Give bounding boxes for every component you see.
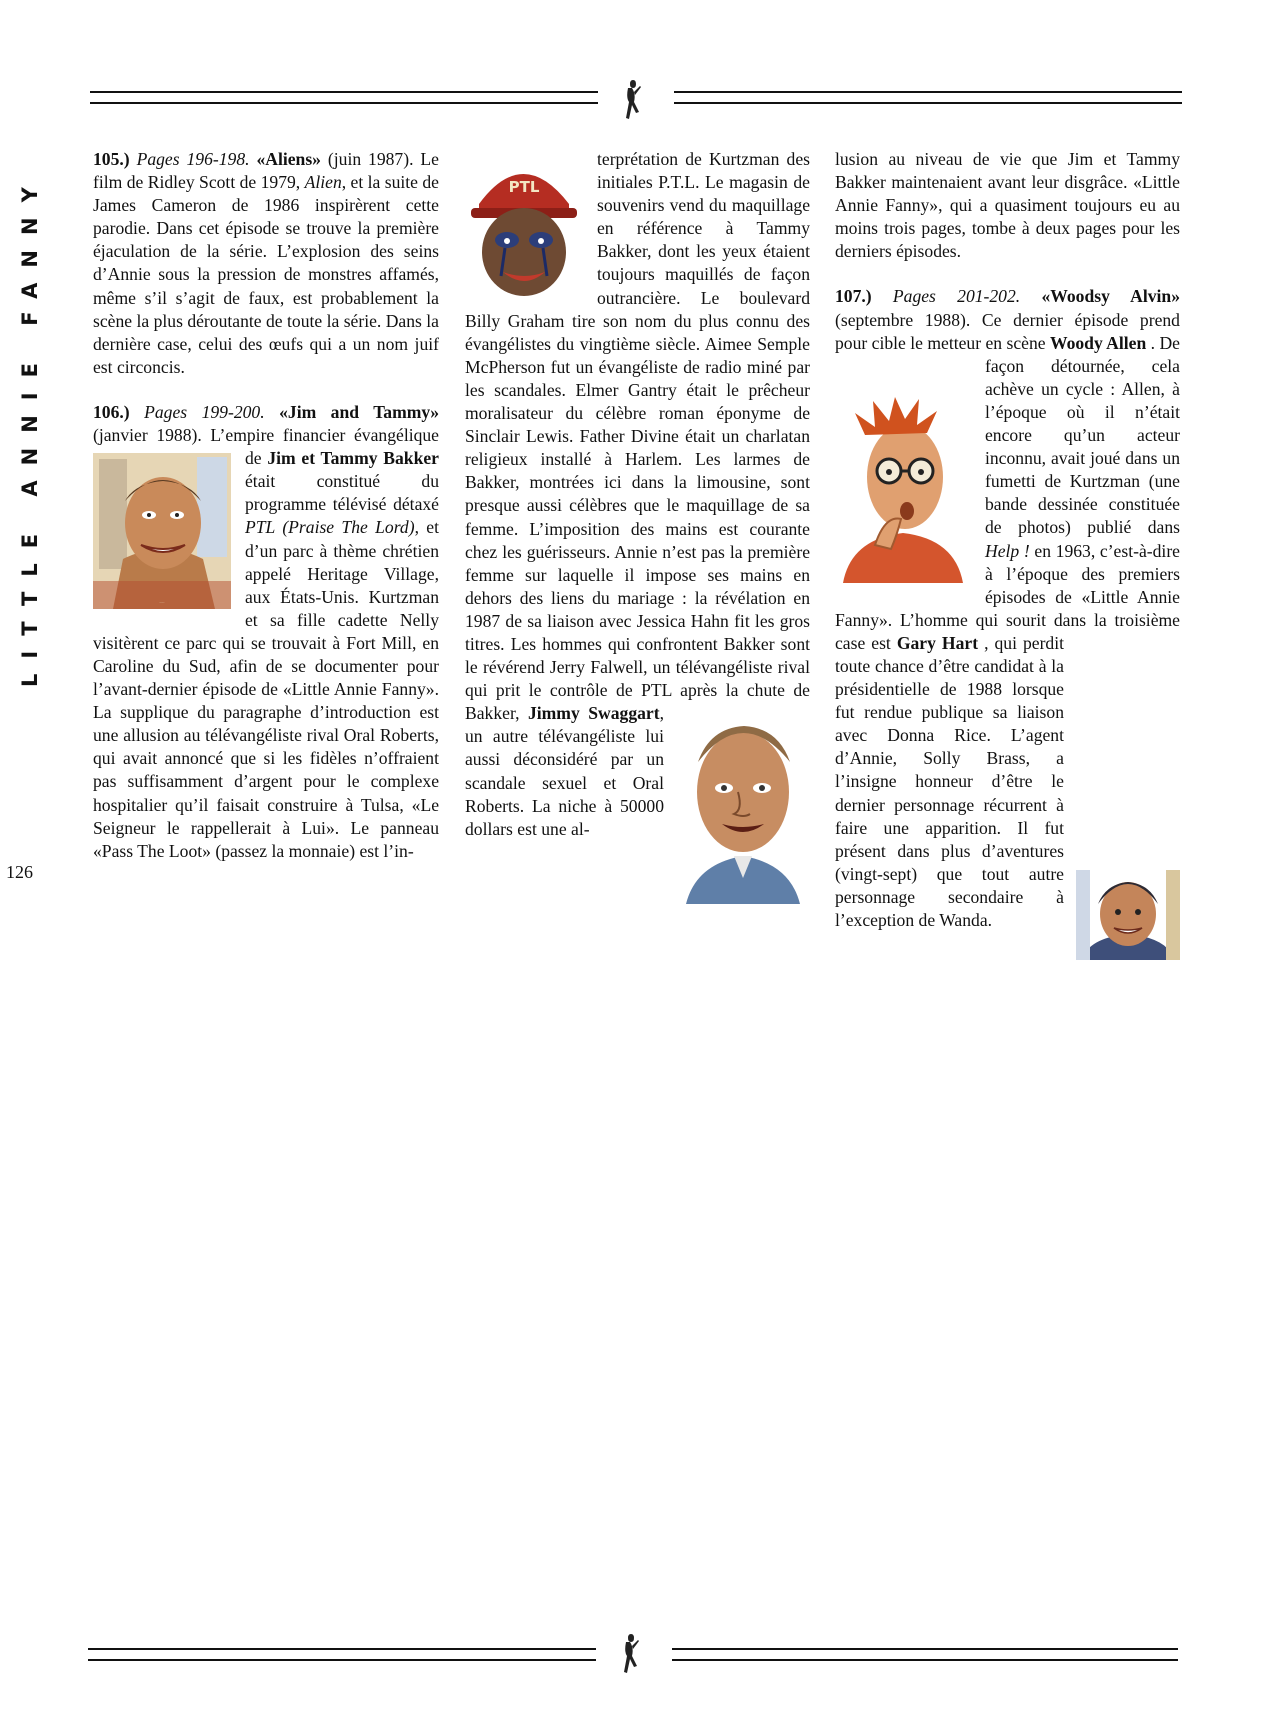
help-magazine: Help ! — [985, 540, 1030, 561]
ptl-cap-text: PTL — [508, 178, 540, 196]
swaggart-name: Jimmy Swaggart — [527, 703, 660, 724]
column-3 — [835, 148, 1180, 964]
page-number: 126 — [6, 862, 33, 882]
column-2 — [465, 148, 810, 908]
entry-107-text-2: . De façon détournée, cela achève un cycle : Allen, à l’époque où il n’était encore qu’un acteur inconnu, avait joué dans un fumetti de Kurtzman (une bande dessinée constituée de photos) publié dans — [985, 332, 1180, 538]
tammy-bakker-illustration — [465, 152, 583, 304]
entry-107-number: 107.) — [835, 286, 872, 307]
entry-107-text-3: en 1963, c’est-à-dire à l’époque des premiers épisodes de «Little Annie Fanny». L’homme qui sourit dans la troisième case est — [835, 540, 1180, 653]
side-title: LITTLE ANNIE FANNY — [18, 172, 42, 688]
column-2-text-1: terprétation de Kurtzman des initiales P.T.L. Le magasin de souvenirs vend du maquillage en référence à Tammy Bakker, dont les yeux étaient toujours maquillés de façon outrancière. Le boulevard Billy Graham tire son nom du plus connu des évangélistes du vingtième siècle. Aimee Semple McPherson fut un évangéliste de radio miné par les scandales. Elmer Gantry était le prêcheur moralisateur du célèbre roman éponyme de Sinclair Lewis. Father Divine était un charlatan religieux installé à Harlem. Les larmes de Bakker, montrées ici dans la limousine, sont presque aussi célèbres que le maquillage de sa femme. L’imposition des mains est courante chez les guérisseurs. Annie n’est pas la première femme sur laquelle il impose ses mains en dehors des liens du mariage : la révélation en 1987 de sa liaison avec Jessica Hahn fit les gros titres. Les hommes qui confrontent Bakker sont le révérend Jerry Falwell, un télévangéliste rival qui prit le contrôle de PTL après la chute de Bakker, — [465, 149, 810, 724]
annie-figure-icon — [620, 74, 646, 130]
entry-105-text-1: Le film de Ridley Scott de 1979, — [93, 149, 439, 193]
entry-107-text-1: Ce dernier épisode prend pour cible le metteur en scène — [835, 309, 1180, 353]
gary-hart-name: Gary Hart — [896, 632, 979, 653]
woody-allen-illustration — [835, 385, 969, 583]
entry-107-date: (septembre 1988). — [835, 309, 971, 330]
entry-105 — [93, 148, 439, 379]
entry-107 — [835, 285, 1180, 932]
column-2-text — [465, 148, 810, 841]
entry-107-pages: Pages 201-202. — [892, 286, 1021, 307]
entry-105-number: 105.) — [93, 149, 130, 169]
entry-106-text-3: , et d’un parc à thème chrétien appelé Heritage Village, aux États-Unis. Kurtzman et sa fille cadette Nelly visitèrent ce parc qui se trouvait à Fort Mill, en Caroline du Sud, afin de se documenter pour l’avant-dernier épisode de «Little Annie Fanny». La supplique du paragraphe d’introduction est une allusion au télévangéliste rival Oral Roberts, qui avait annoncé que si les fidèles n’offraient pas suffisamment d’argent pour le complexe hospitalier qu’il faisait construire à Tulsa, «Le Seigneur le rappellerait à Lui». Le panneau «Pass The Loot» (passez la monnaie) est l’in- — [93, 517, 439, 861]
column-1 — [93, 148, 439, 876]
entry-105-pages: Pages 196-198. — [136, 149, 250, 169]
annie-figure-bottom-icon — [618, 1628, 644, 1684]
entry-105-film: Alien — [304, 172, 342, 193]
solly-brass-illustration — [1076, 870, 1180, 960]
entry-106 — [93, 401, 439, 863]
entry-107-title: «Woodsy Alvin» — [1041, 286, 1181, 307]
entry-106-date: (janvier 1988). — [93, 425, 202, 446]
entry-105-text-2: , et la suite de James Cameron de 1986 inspirèrent cette parodie. Dans cet épisode se trouve la première éjaculation de la série. L’explosion des seins d’Annie sous la pression de monstres affamés, même s’il s’agit de faux, est probablement la scène la plus déroutante de toute la série. Dans la dernière case, celui des œufs qui a un nom juif est circoncis. — [93, 172, 439, 377]
entry-107-text-4: , qui perdit toute chance d’être candidat à la présidentielle de 1988 lorsque fut rendue publique sa liaison avec Donna Rice. L’agent d’Annie, Solly Brass, a l’insigne honneur d’être le dernier personnage récurrent à faire une apparition. Il fut présent dans plus d’aventures (vingt-sept) que tout autre personnage secondaire à l’exception de Wanda. — [835, 632, 1064, 930]
entry-105-title: «Aliens» — [256, 149, 321, 169]
column-2-text-2: , un autre télévangéliste lui aussi déconsidéré par un scandale sexuel et Oral Roberts. La niche à 50000 dollars est une al- — [465, 703, 664, 839]
entry-106-pages: Pages 199-200. — [144, 401, 265, 422]
entry-106-number: 106.) — [93, 401, 130, 422]
entry-106-ptl: PTL (Praise The Lord) — [245, 517, 415, 538]
column-3-continuation: lusion au niveau de vie que Jim et Tammy Bakker maintenaient avant leur disgrâce. «Little Annie Fanny», qui a quasiment toujours eu au moins trois pages, tombe à deux pages pour les derniers épisodes. — [835, 149, 1180, 262]
entry-106-title: «Jim and Tammy» — [279, 401, 440, 422]
entry-106-name: Jim et Tammy Bakker — [267, 448, 439, 469]
jimmy-swaggart-illustration — [676, 706, 810, 904]
entry-106-text-2: était constitué du programme télévisé détaxé — [245, 471, 439, 515]
entry-105-date: (juin 1987). — [320, 149, 414, 169]
entry-106-text-1: L’empire financier évangélique de — [201, 425, 439, 469]
jim-bakker-illustration — [93, 453, 231, 609]
woody-allen-name: Woody Allen — [1049, 332, 1147, 353]
jim-illustration-label: Jim Bakker — [159, 603, 165, 605]
